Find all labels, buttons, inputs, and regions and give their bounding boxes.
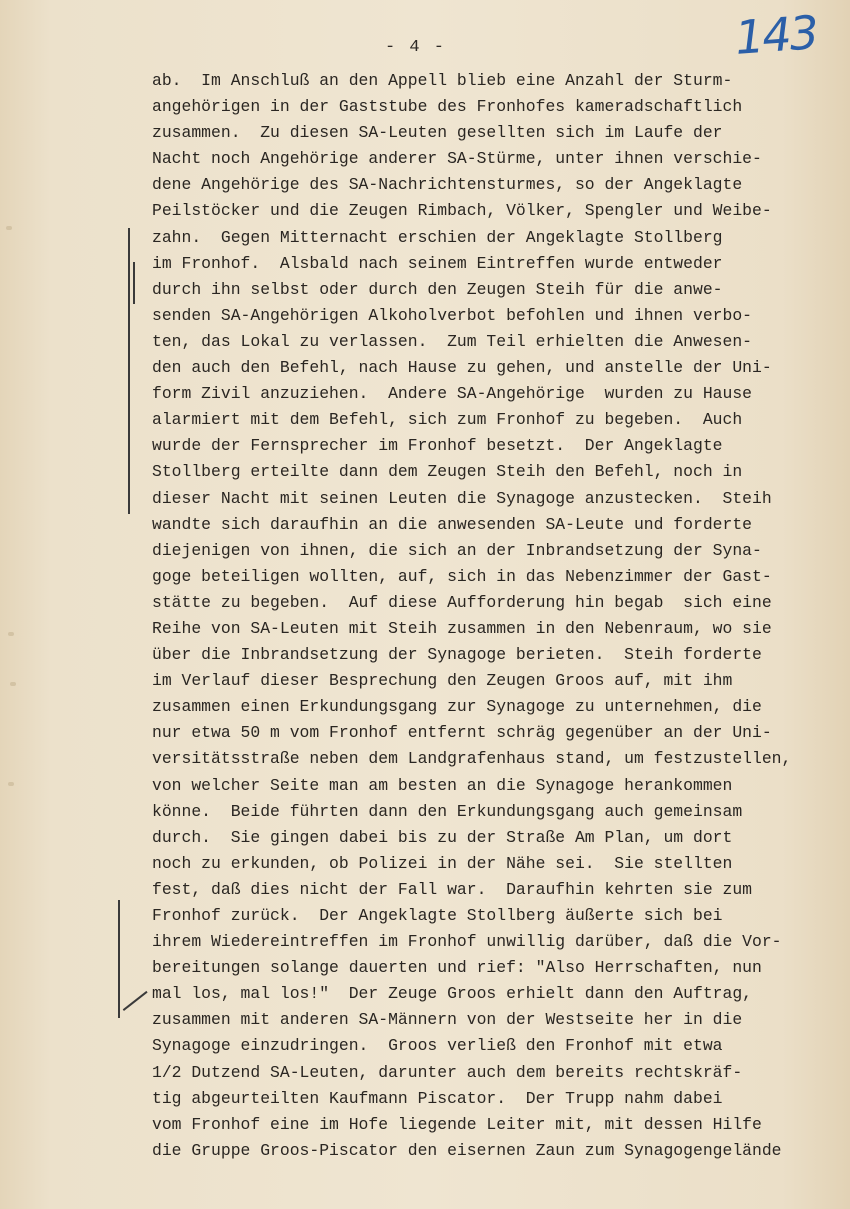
text-line: dieser Nacht mit seinen Leuten die Synagoge anzustecken. Steih [152, 488, 772, 508]
text-line: Synagoge einzudringen. Groos verließ den Fronhof mit etwa [152, 1036, 723, 1056]
text-line: fest, daß dies nicht der Fall war. Daraufhin kehrten sie zum [152, 879, 752, 899]
text-line: alarmiert mit dem Befehl, sich zum Fronhof zu begeben. Auch [152, 410, 743, 430]
text-line: wandte sich daraufhin an die anwesenden SA-Leute und forderte [152, 514, 752, 534]
text-line: Peilstöcker und die Zeugen Rimbach, Völker, Spengler und Weibe- [152, 201, 772, 221]
text-line: Stollberg erteilte dann dem Zeugen Steih den Befehl, noch in [152, 462, 743, 482]
text-line: bereitungen solange dauerten und rief: "Also Herrschaften, nun [152, 958, 762, 978]
text-line: zusammen einen Erkundungsgang zur Synagoge zu unternehmen, die [152, 697, 762, 717]
text-line: ab. Im Anschluß an den Appell blieb eine Anzahl der Sturm- [152, 71, 733, 90]
text-line: tig abgeurteilten Kaufmann Piscator. Der Trupp nahm dabei [152, 1088, 723, 1108]
margin-line-mark [118, 900, 120, 1018]
margin-slash-mark [123, 991, 148, 1011]
text-line: Fronhof zurück. Der Angeklagte Stollberg äußerte sich bei [152, 906, 723, 925]
page-number: - 4 - [385, 38, 447, 57]
text-line: zusammen. Zu diesen SA-Leuten gesellten sich im Laufe der [152, 123, 723, 143]
text-line: stätte zu begeben. Auf diese Aufforderung hin begab sich eine [152, 592, 772, 612]
text-line: versitätsstraße neben dem Landgrafenhaus stand, um festzustellen, [152, 749, 792, 769]
text-line: Nacht noch Angehörige anderer SA-Stürme, unter ihnen verschie- [152, 149, 762, 169]
margin-line-mark [133, 262, 135, 304]
margin-line-mark [128, 228, 130, 514]
text-line: Reihe von SA-Leuten mit Steih zusammen in den Nebenraum, wo sie [152, 618, 772, 638]
text-line: im Verlauf dieser Besprechung den Zeugen Groos auf, mit ihm [152, 671, 733, 691]
text-line: form Zivil anzuziehen. Andere SA-Angehörige wurden zu Hause [152, 384, 752, 404]
punch-hole-mark [6, 226, 12, 230]
text-line: nur etwa 50 m vom Fronhof entfernt schräg gegenüber an der Uni- [152, 723, 772, 743]
text-line: wurde der Fernsprecher im Fronhof besetzt. Der Angeklagte [152, 436, 723, 456]
text-line: dene Angehörige des SA-Nachrichtensturmes, so der Angeklagte [152, 175, 743, 195]
punch-hole-mark [10, 682, 16, 686]
text-line: noch zu erkunden, ob Polizei in der Nähe sei. Sie stellten [152, 853, 733, 873]
punch-hole-mark [8, 782, 14, 786]
text-line: über die Inbrandsetzung der Synagoge berieten. Steih forderte [152, 645, 762, 665]
handwritten-archive-number: 143 [733, 5, 819, 65]
text-line: den auch den Befehl, nach Hause zu gehen, und anstelle der Uni- [152, 358, 772, 378]
text-line: senden SA-Angehörigen Alkoholverbot befohlen und ihnen verbo- [152, 305, 752, 325]
text-line: durch. Sie gingen dabei bis zu der Straße Am Plan, um dort [152, 827, 733, 847]
text-line: zusammen mit anderen SA-Männern von der Westseite her in die [152, 1010, 743, 1030]
text-line: von welcher Seite man am besten an die Synagoge herankommen [152, 775, 733, 795]
text-line: zahn. Gegen Mitternacht erschien der Angeklagte Stollberg [152, 227, 723, 247]
text-line: diejenigen von ihnen, die sich an der Inbrandsetzung der Syna- [152, 540, 762, 560]
text-line: angehörigen in der Gaststube des Fronhofes kameradschaftlich [152, 97, 743, 117]
text-line: mal los, mal los!" Der Zeuge Groos erhielt dann den Auftrag, [152, 984, 752, 1004]
text-line: könne. Beide führten dann den Erkundungsgang auch gemeinsam [152, 801, 743, 821]
text-line: ihrem Wiedereintreffen im Fronhof unwillig darüber, daß die Vor- [152, 932, 782, 952]
text-line: im Fronhof. Alsbald nach seinem Eintreffen wurde entweder [152, 253, 723, 273]
text-line: vom Fronhof eine im Hofe liegende Leiter mit, mit dessen Hilfe [152, 1114, 762, 1134]
text-line: die Gruppe Groos-Piscator den eisernen Zaun zum Synagogengelände [152, 1140, 782, 1160]
text-line: ten, das Lokal zu verlassen. Zum Teil erhielten die Anwesen- [152, 331, 752, 351]
punch-hole-mark [8, 632, 14, 636]
text-line: 1/2 Dutzend SA-Leuten, darunter auch dem bereits rechtskräf- [152, 1062, 743, 1082]
text-line: goge beteiligen wollten, auf, sich in das Nebenzimmer der Gast- [152, 566, 772, 586]
text-line: durch ihn selbst oder durch den Zeugen Steih für die anwe- [152, 279, 723, 299]
typewritten-body-text [152, 68, 842, 1164]
